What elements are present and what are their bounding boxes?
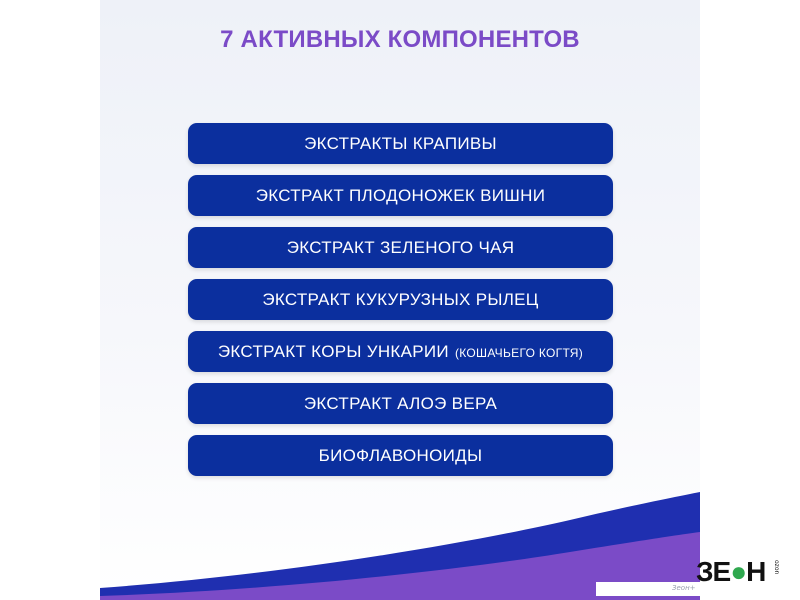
infographic-card [100, 0, 700, 600]
component-label: ЭКСТРАКТ АЛОЭ ВЕРА [303, 393, 498, 413]
footer-caption: Зеон+ [672, 584, 696, 592]
brand-logo [696, 556, 765, 588]
component-note: (КОШАЧЬЕГО КОГТЯ) [454, 345, 584, 360]
component-label: ЭКСТРАКТЫ КРАПИВЫ [304, 133, 497, 153]
leaf-icon: ● [730, 556, 747, 587]
component-label: ЭКСТРАКТ КУКУРУЗНЫХ РЫЛЕЦ [262, 289, 539, 309]
component-label: ЭКСТРАКТ КОРЫ УНКАРИИ [217, 341, 449, 361]
component-label: ЭКСТРАКТ ПЛОДОНОЖЕК ВИШНИ [255, 185, 546, 205]
logo-subtext: ozon [773, 560, 780, 575]
page-title: 7 АКТИВНЫХ КОМПОНЕНТОВ [220, 26, 580, 53]
logo-text-a: ЗЕ [696, 556, 731, 587]
logo-text-b: Н [746, 556, 766, 587]
component-label: БИОФЛАВОНОИДЫ [318, 445, 483, 465]
component-label: ЭКСТРАКТ ЗЕЛЕНОГО ЧАЯ [286, 237, 515, 257]
decorative-wave [100, 0, 700, 600]
